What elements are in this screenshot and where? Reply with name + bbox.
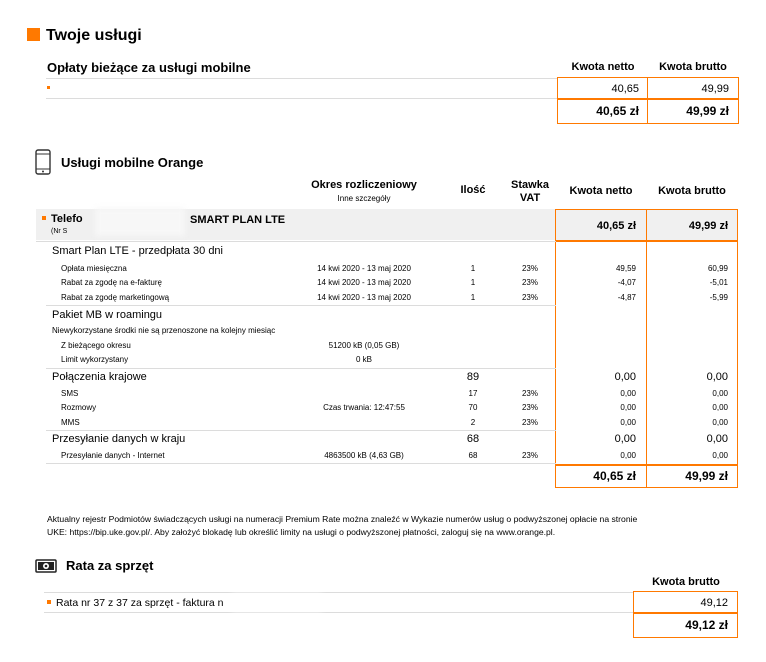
column-header-details: Inne szczegóły bbox=[337, 194, 391, 203]
line-brutto: 0,00 bbox=[712, 389, 728, 398]
group-title-roaming: Pakiet MB w roamingu bbox=[52, 309, 163, 321]
line-brutto: 0,00 bbox=[712, 451, 728, 460]
divider bbox=[44, 612, 634, 613]
group-qty: 68 bbox=[466, 433, 480, 445]
divider bbox=[46, 368, 556, 369]
line-netto: -4,07 bbox=[617, 278, 636, 287]
line-qty: 2 bbox=[470, 418, 476, 427]
line-brutto: 60,99 bbox=[707, 264, 728, 273]
line-label: MMS bbox=[61, 418, 80, 427]
column-header-brutto: Kwota brutto bbox=[652, 576, 720, 588]
fees-row-netto: 40,65 bbox=[611, 83, 639, 95]
line-label: Limit wykorzystany bbox=[61, 355, 129, 364]
line-vat: 23% bbox=[521, 264, 538, 273]
premium-rate-note-line1: Aktualny rejestr Podmiotów świadczących usługi na numeracji Premium Rate można znaleźć w Wykazie numerów usług o podwyższonej opłacie na stronie bbox=[47, 514, 638, 524]
line-label: Rozmowy bbox=[61, 403, 97, 412]
line-qty: 70 bbox=[468, 403, 478, 412]
line-detail: Czas trwania: 12:47:55 bbox=[323, 403, 405, 412]
divider bbox=[46, 78, 558, 79]
divider bbox=[46, 430, 556, 431]
column-header-vat: VAT bbox=[519, 192, 541, 204]
line-vat: 23% bbox=[521, 418, 538, 427]
box-divider bbox=[555, 464, 738, 466]
column-header-netto: Kwota netto bbox=[571, 61, 635, 73]
column-header-quantity: Ilość bbox=[460, 184, 486, 196]
line-detail: 4863500 kB (4,63 GB) bbox=[324, 451, 404, 460]
group-qty: 89 bbox=[466, 371, 480, 383]
installment-value: 49,12 bbox=[700, 597, 728, 609]
line-label: Rabat za zgodę marketingową bbox=[61, 293, 170, 302]
line-label: Rabat za zgodę na e-fakturę bbox=[61, 278, 162, 287]
box-divider bbox=[555, 241, 738, 242]
line-brutto: -5,01 bbox=[709, 278, 728, 287]
line-vat: 23% bbox=[521, 389, 538, 398]
group-title-plan: Smart Plan LTE - przedpłata 30 dni bbox=[52, 245, 223, 257]
column-header-brutto: Kwota brutto bbox=[658, 185, 726, 197]
column-header-netto: Kwota netto bbox=[569, 185, 633, 197]
redacted-area bbox=[232, 594, 322, 611]
section-title-equipment: Rata za sprzęt bbox=[66, 558, 154, 573]
line-vat: 23% bbox=[521, 293, 538, 302]
line-period: 14 kwi 2020 - 13 maj 2020 bbox=[317, 264, 411, 273]
group-brutto: 0,00 bbox=[706, 433, 728, 445]
line-brutto: -5,99 bbox=[709, 293, 728, 302]
group-netto: 0,00 bbox=[614, 371, 636, 383]
line-brutto: 0,00 bbox=[712, 418, 728, 427]
subsection-title-mobile-fees: Opłaty bieżące za usługi mobilne bbox=[47, 60, 251, 75]
column-header-rate: Stawka bbox=[511, 179, 549, 191]
line-qty: 1 bbox=[470, 278, 476, 287]
line-vat: 23% bbox=[521, 451, 538, 460]
fees-row-brutto: 49,99 bbox=[701, 83, 729, 95]
divider bbox=[46, 305, 556, 306]
line-brutto: 0,00 bbox=[712, 403, 728, 412]
box-divider bbox=[557, 99, 739, 100]
banknote-icon bbox=[35, 559, 57, 578]
box-divider bbox=[633, 612, 738, 614]
line-qty: 17 bbox=[468, 389, 478, 398]
line-netto: 49,59 bbox=[615, 264, 636, 273]
redacted-area bbox=[95, 208, 185, 236]
divider bbox=[46, 98, 558, 99]
group-brutto: 0,00 bbox=[706, 371, 728, 383]
installment-label: Rata nr 37 z 37 za sprzęt - faktura n bbox=[56, 597, 224, 609]
section-title-mobile: Usługi mobilne Orange bbox=[61, 155, 204, 170]
divider bbox=[46, 463, 556, 464]
installment-total: 49,12 zł bbox=[685, 618, 728, 632]
line-period: 14 kwi 2020 - 13 maj 2020 bbox=[317, 278, 411, 287]
divider bbox=[36, 241, 556, 242]
row-bullet bbox=[47, 86, 50, 89]
line-qty: 68 bbox=[468, 451, 478, 460]
line-detail: 51200 kB (0,05 GB) bbox=[328, 341, 400, 350]
mobile-total-brutto: 49,99 zł bbox=[685, 469, 728, 483]
line-netto: -4,87 bbox=[617, 293, 636, 302]
line-netto: 0,00 bbox=[620, 389, 636, 398]
line-qty: 1 bbox=[470, 293, 476, 302]
line-netto: 0,00 bbox=[620, 451, 636, 460]
row-bullet bbox=[42, 216, 46, 220]
mobile-total-netto: 40,65 zł bbox=[593, 469, 636, 483]
plan-brutto: 49,99 zł bbox=[688, 220, 728, 232]
plan-netto: 40,65 zł bbox=[596, 220, 636, 232]
line-period: 14 kwi 2020 - 13 maj 2020 bbox=[317, 293, 411, 302]
column-header-period: Okres rozliczeniowy bbox=[311, 179, 417, 191]
group-note: Niewykorzystane środki nie są przenoszone na kolejny miesiąc bbox=[52, 326, 276, 335]
column-header-brutto: Kwota brutto bbox=[659, 61, 727, 73]
premium-rate-note-line2: UKE: https://bip.uke.gov.pl/. Aby założyć blokadę lub określić limity na usługi o podwyższonej płatności, zaloguj się na www.orange.pl. bbox=[47, 527, 556, 537]
section-marker bbox=[27, 28, 40, 41]
divider bbox=[44, 592, 634, 593]
phone-sub-label: (Nr S bbox=[51, 228, 68, 235]
line-label: Z bieżącego okresu bbox=[61, 341, 131, 350]
plan-name: SMART PLAN LTE bbox=[190, 214, 286, 226]
box-divider bbox=[647, 77, 648, 124]
fees-total-brutto: 49,99 zł bbox=[686, 104, 729, 118]
mobile-phone-icon bbox=[35, 149, 51, 180]
group-title-data: Przesyłanie danych w kraju bbox=[52, 433, 186, 445]
section-title-services: Twoje usługi bbox=[46, 27, 142, 44]
line-qty: 1 bbox=[470, 264, 476, 273]
line-vat: 23% bbox=[521, 403, 538, 412]
fees-total-netto: 40,65 zł bbox=[596, 104, 639, 118]
line-label: Przesyłanie danych - Internet bbox=[61, 451, 165, 460]
line-label: Opłata miesięczna bbox=[61, 264, 127, 273]
group-netto: 0,00 bbox=[614, 433, 636, 445]
row-bullet bbox=[47, 600, 51, 604]
phone-label: Telefo bbox=[51, 213, 83, 225]
box-divider bbox=[646, 209, 647, 488]
line-netto: 0,00 bbox=[620, 403, 636, 412]
line-detail: 0 kB bbox=[355, 355, 372, 364]
group-title-calls: Połączenia krajowe bbox=[52, 371, 147, 383]
line-label: SMS bbox=[61, 389, 79, 398]
line-vat: 23% bbox=[521, 278, 538, 287]
box-divider bbox=[646, 209, 647, 241]
line-netto: 0,00 bbox=[620, 418, 636, 427]
